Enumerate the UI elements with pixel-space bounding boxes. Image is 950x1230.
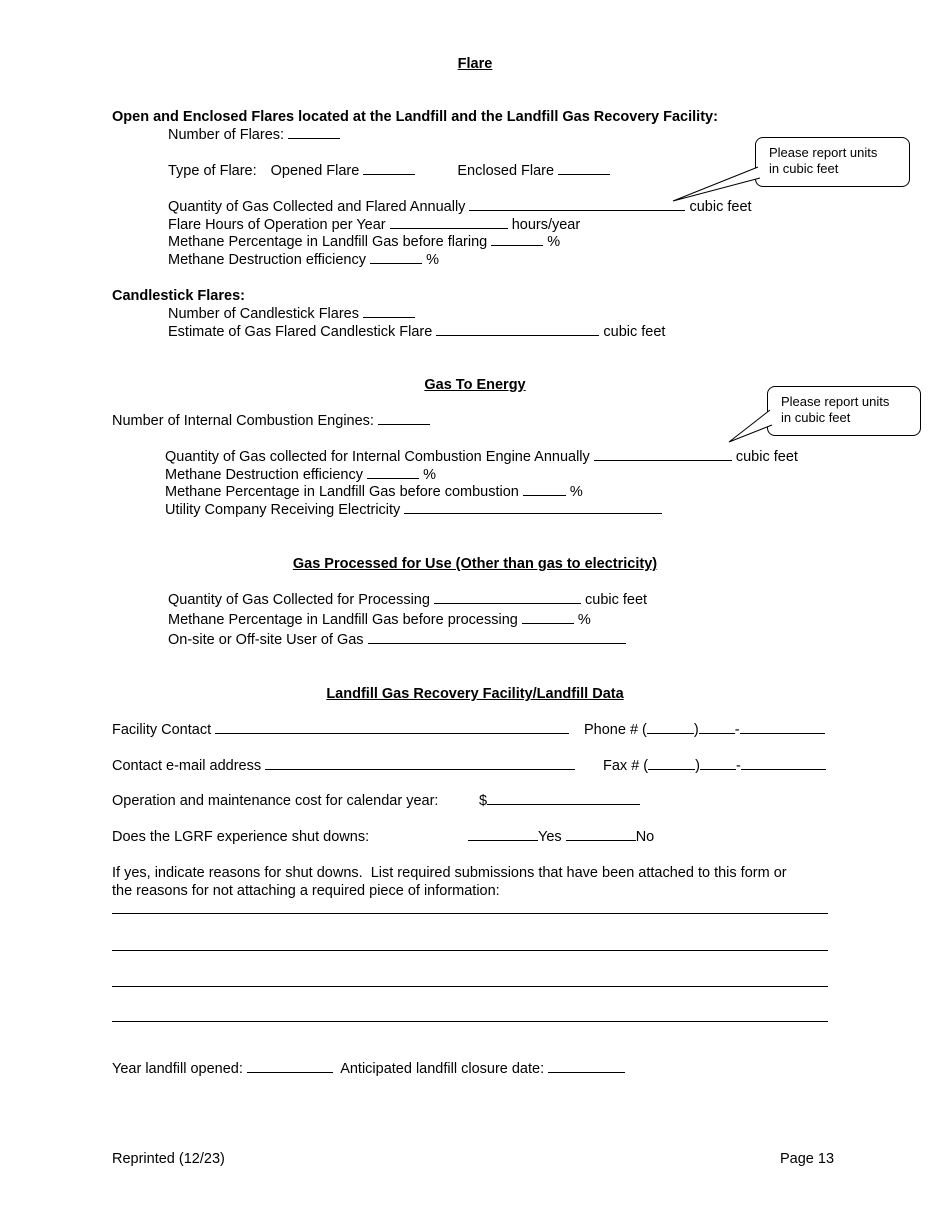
quantity-engine-row xyxy=(165,448,798,466)
percent-unit: % xyxy=(423,467,436,483)
om-cost-field[interactable] xyxy=(487,792,640,805)
contact-email-row xyxy=(112,757,575,775)
facility-contact-field[interactable] xyxy=(215,721,569,734)
hours-year-unit: hours/year xyxy=(511,217,581,233)
shutdowns-answer-row xyxy=(468,828,654,846)
quantity-processing-field[interactable] xyxy=(434,591,581,604)
methane-pct-combustion-row xyxy=(165,483,583,501)
year-opened-field[interactable] xyxy=(247,1060,333,1073)
reasons-instruction-line1: If yes, indicate reasons for shut downs. List required submissions that have been attached to this form or xyxy=(112,865,787,881)
methane-pct-processing-row xyxy=(168,611,591,629)
fax-label: Fax # xyxy=(603,758,640,774)
contact-email-label: Contact e-mail address xyxy=(112,758,262,774)
gte-units-callout: Please report units in cubic feet xyxy=(767,386,921,436)
facility-contact-label: Facility Contact xyxy=(112,722,212,738)
contact-email-field[interactable] xyxy=(265,757,575,770)
estimate-candlestick-label: Estimate of Gas Flared Candlestick Flare xyxy=(168,324,433,340)
facility-data-title: Landfill Gas Recovery Facility/Landfill Data xyxy=(326,686,624,702)
yes-label: Yes xyxy=(538,829,562,845)
methane-pct-processing-label: Methane Percentage in Landfill Gas before processing xyxy=(168,612,518,628)
flare-section-title: Flare xyxy=(457,56,493,72)
opened-flare-label: Opened Flare xyxy=(270,163,360,179)
enclosed-flare-label: Enclosed Flare xyxy=(457,163,555,179)
quantity-processing-row xyxy=(168,591,647,609)
closure-date-label: Anticipated landfill closure date: xyxy=(340,1061,545,1077)
percent-unit: % xyxy=(426,252,439,268)
reasons-line-3[interactable] xyxy=(112,986,828,987)
reasons-line-1[interactable] xyxy=(112,913,828,914)
quantity-engine-label: Quantity of Gas collected for Internal Combustion Engine Annually xyxy=(165,449,590,465)
phone-area-code-field[interactable] xyxy=(647,721,694,734)
cubic-feet-unit: cubic feet xyxy=(689,199,752,215)
shutdowns-question: Does the LGRF experience shut downs: xyxy=(112,829,370,845)
percent-unit: % xyxy=(577,612,591,628)
open-enclosed-flares-heading: Open and Enclosed Flares located at the Landfill and the Landfill Gas Recovery Facility: xyxy=(112,109,718,125)
cubic-feet-unit: cubic feet xyxy=(735,449,798,465)
gas-processed-title: Gas Processed for Use (Other than gas to electricity) xyxy=(292,556,658,572)
cubic-feet-unit: cubic feet xyxy=(603,324,666,340)
reasons-line-2[interactable] xyxy=(112,950,828,951)
gte-methane-destruction-field[interactable] xyxy=(367,466,419,479)
gte-methane-destruction-row xyxy=(165,466,436,484)
flare-methane-destruction-label: Methane Destruction efficiency xyxy=(168,252,367,268)
shutdowns-no-field[interactable] xyxy=(566,828,636,841)
year-opened-label: Year landfill opened: xyxy=(112,1061,243,1077)
shutdowns-yes-field[interactable] xyxy=(468,828,538,841)
page-number: Page 13 xyxy=(780,1151,835,1167)
user-of-gas-field[interactable] xyxy=(368,631,626,644)
fax-line-field[interactable] xyxy=(741,757,826,770)
dollar-sign: $ xyxy=(479,793,488,809)
utility-company-label: Utility Company Receiving Electricity xyxy=(165,502,401,518)
phone-row: Phone # ( ) - xyxy=(584,721,825,739)
quantity-processing-label: Quantity of Gas Collected for Processing xyxy=(168,592,430,608)
flare-units-callout: Please report units in cubic feet xyxy=(755,137,910,187)
fax-prefix-field[interactable] xyxy=(700,757,736,770)
om-cost-row xyxy=(479,792,640,810)
no-label: No xyxy=(635,829,655,845)
flare-hours-label: Flare Hours of Operation per Year xyxy=(168,217,386,233)
reprinted-date: Reprinted (12/23) xyxy=(112,1151,225,1167)
om-cost-label: Operation and maintenance cost for calendar year: xyxy=(112,793,439,809)
phone-prefix-field[interactable] xyxy=(699,721,735,734)
methane-pct-flaring-label: Methane Percentage in Landfill Gas before flaring xyxy=(168,234,488,250)
utility-company-row xyxy=(165,501,662,519)
number-of-flares-label: Number of Flares: xyxy=(168,127,285,143)
percent-unit: % xyxy=(569,484,583,500)
quantity-engine-field[interactable] xyxy=(594,448,732,461)
phone-line-field[interactable] xyxy=(740,721,825,734)
gas-to-energy-title: Gas To Energy xyxy=(424,377,526,393)
number-engines-label: Number of Internal Combustion Engines: xyxy=(112,413,374,429)
number-candlestick-label: Number of Candlestick Flares xyxy=(168,306,359,322)
reasons-instruction-line2: the reasons for not attaching a required piece of information: xyxy=(112,883,500,899)
methane-pct-processing-field[interactable] xyxy=(522,611,574,624)
fax-area-code-field[interactable] xyxy=(648,757,695,770)
reasons-line-4[interactable] xyxy=(112,1021,828,1022)
closure-date-field[interactable] xyxy=(548,1060,625,1073)
user-of-gas-label: On-site or Off-site User of Gas xyxy=(168,632,364,648)
utility-company-field[interactable] xyxy=(404,501,662,514)
methane-pct-combustion-field[interactable] xyxy=(523,483,566,496)
fax-row: Fax # ( ) - xyxy=(603,757,826,775)
facility-contact-row xyxy=(112,721,569,739)
candlestick-flares-heading: Candlestick Flares: xyxy=(112,288,245,304)
user-of-gas-row xyxy=(168,631,626,649)
gte-methane-destruction-label: Methane Destruction efficiency xyxy=(165,467,364,483)
phone-label: Phone # xyxy=(584,722,639,738)
cubic-feet-unit: cubic feet xyxy=(585,592,648,608)
type-of-flare-label: Type of Flare: xyxy=(168,163,257,179)
quantity-collected-flared-label: Quantity of Gas Collected and Flared Annually xyxy=(168,199,466,215)
percent-unit: % xyxy=(547,234,561,250)
landfill-dates-row xyxy=(112,1060,625,1078)
methane-pct-combustion-label: Methane Percentage in Landfill Gas before combustion xyxy=(165,484,519,500)
